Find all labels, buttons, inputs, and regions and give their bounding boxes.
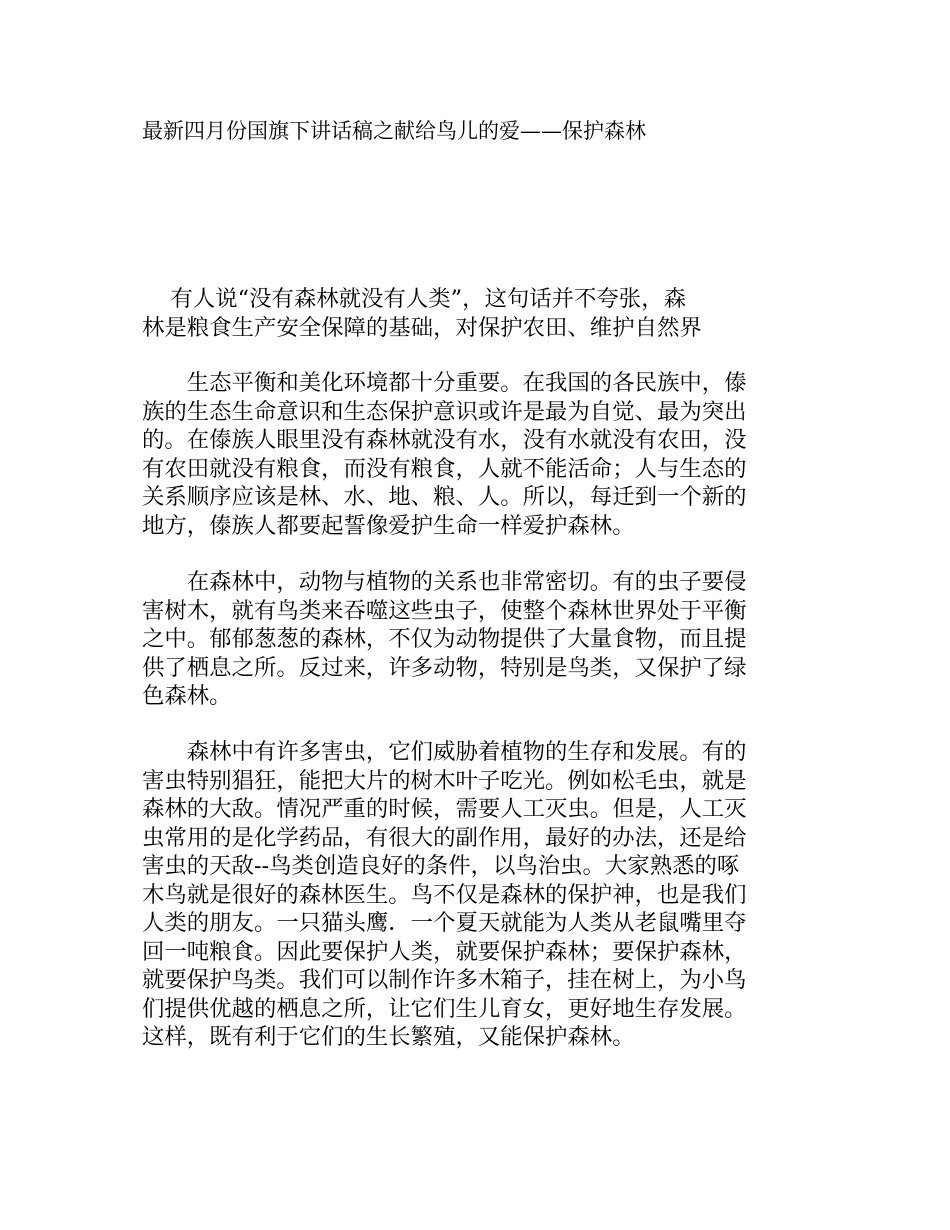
paragraph-3: 在森林中，动物与植物的关系也非常密切。有的虫子要侵 害树木，就有鸟类来吞噬这些虫子，使整个森林世界处于平衡 之中。郁郁葱葱的森林，不仅为动物提供了大量食物，而且提 供了栖息之所。反过来，许多动物，特别是鸟类，又保护了绿 色森林。 bbox=[142, 569, 747, 709]
paragraph-1: 有人说“没有森林就没有人类”，这句话并不夸张，森 林是粮食生产安全保障的基础，对保护农田、维护自然界 bbox=[142, 286, 702, 341]
document-title: 最新四月份国旗下讲话稿之献给鸟儿的爱——保护森林 bbox=[142, 119, 646, 143]
paragraph-2: 生态平衡和美化环境都十分重要。在我国的各民族中，傣 族的生态生命意识和生态保护意识或许是最为自觉、最为突出 的。在傣族人眼里没有森林就没有水，没有水就没有农田，没 有农田就没有粮食，而没有粮食，人就不能活命；人与生态的 关系顺序应该是林、水、地、粮、人。所以，每迁到一个新的 地方，傣族人都要起誓像爱护生命一样爱护森林。 bbox=[142, 370, 747, 539]
paragraph-4: 森林中有许多害虫，它们威胁着植物的生存和发展。有的 害虫特别猖狂，能把大片的树木叶子吃光。例如松毛虫，就是 森林的大敌。情况严重的时候，需要人工灭虫。但是，人工灭 虫常用的是化学药品，有很大的副作用，最好的办法，还是给 害虫的天敌--鸟类创造良好的条件，以鸟治虫。大家熟悉的啄 木鸟就是很好的森林医生。鸟不仅是森林的保护神，也是我们 人类的朋友。一只猫头鹰．一个夏天就能为人类从老鼠嘴里夺 回一吨粮食。因此要保护人类，就要保护森林；要保护森林， 就要保护鸟类。我们可以制作许多木箱子，挂在树上，为小鸟 们提供优越的栖息之所，让它们生儿育女，更好地生存发展。 这样，既有利于它们的生长繁殖，又能保护森林。 bbox=[142, 739, 747, 1050]
